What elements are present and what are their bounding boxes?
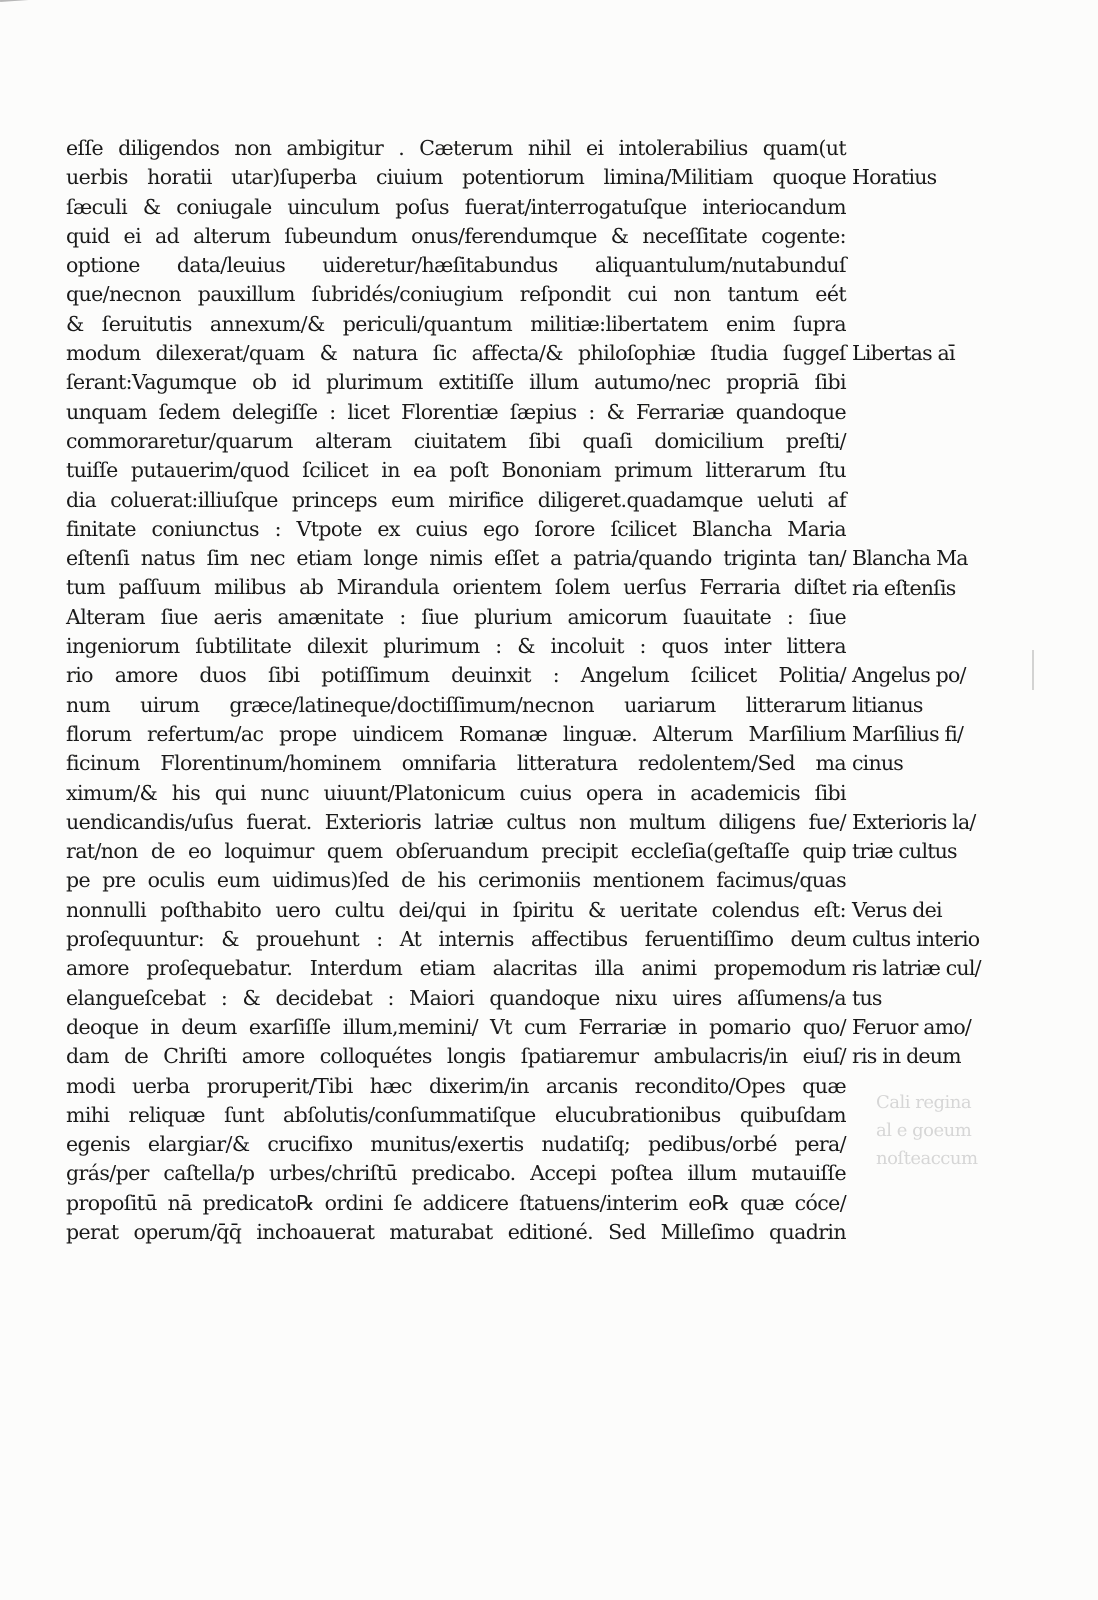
text-line: ficinum Florentinum/hominem omnifaria litteratura redolentem/Sed ma [66,751,846,776]
text-line: uerbis horatii utar)ſuperba ciuium potentiorum limina/Militiam quoque [66,165,846,190]
margin-note: tus [852,985,882,1010]
text-line: dam de Chriſti amore colloquétes longis ſpatiaremur ambulacris/in eiuſ/ [66,1044,846,1069]
margin-note: cinus [852,751,903,776]
text-line: ingeniorum ſubtilitate dilexit plurimum : & incoluit : quos inter littera [66,634,846,659]
text-line: dia coluerat:illiuſque princeps eum mirifice diligeret.quadamque ueluti af [66,487,846,512]
text-line: uendicandis/uſus fuerat. Exterioris latriæ cultus non multum diligens fue/ [66,809,846,834]
text-line: rio amore duos ſibi potiſſimum deuinxit : Angelum ſcilicet Politia/ [66,663,846,688]
text-line: pe pre oculis eum uidimus)ſed de his cerimoniis mentionem facimus/quas [66,868,846,893]
margin-note: Exterioris la/ [852,809,976,834]
margin-note: ris in deum [852,1044,961,1069]
text-line: modi uerba proruperit/Tibi hæc dixerim/in arcanis recondito/Opes quæ [66,1073,846,1098]
text-line: Alteram ſiue aeris amænitate : ſiue plurium amicorum ſuauitate : ſiue [66,604,846,629]
margin-note: Libertas aī [852,341,955,366]
text-line: unquam ſedem delegiſſe : licet Florentiæ ſæpius : & Ferrariæ quandoque [66,399,846,424]
margin-note: Blancha Ma [852,546,968,571]
text-line: eſſe diligendos non ambigitur . Cæterum nihil ei intolerabilius quam(ut [66,136,846,160]
text-line: nonnulli poſthabito uero cultu dei/qui in ſpiritu & ueritate colendus eſt: [66,897,846,922]
bleed-through-text: al e goeum [876,1120,972,1141]
text-line: elangueſcebat : & decidebat : Maiori quandoque nixu uires aſſumens/a [66,985,846,1010]
text-line: tuiſſe putauerim/quod ſcilicet in ea poſt Bononiam primum litterarum ſtu [66,458,846,483]
margin-note: ris latriæ cul/ [852,956,981,981]
text-line: & ſeruitutis annexum/& periculi/quantum militiæ:libertatem enim ſupra [66,311,846,336]
margin-note: cultus interio [852,927,980,952]
text-line: amore proſequebatur. Interdum etiam alacritas illa animi propemodum [66,956,846,981]
text-line: mihi reliquæ ſunt abſolutis/conſummatiſque elucubrationibus quibuſdam [66,1102,846,1127]
margin-note: ria eſtenſis [852,575,956,600]
text-line: deoque in deum exarſiſſe illum,memini/ Vt cum Ferrariæ in pomario quo/ [66,1014,846,1039]
text-line: egenis elargiar/& crucifixo munitus/exertis nudatiſq; pedibus/orbé pera/ [66,1132,846,1157]
text-line: grás/per caſtella/p urbes/chriſtū predicabo. Accepi poſtea illum mutauiſſe [66,1161,846,1186]
main-text-column [66,134,846,1247]
margin-note: Verus dei [852,897,942,922]
text-line: que/necnon pauxillum ſubridés/coniugium reſpondit cui non tantum eét [66,282,846,307]
margin-note: Marſilius fi/ [852,722,964,746]
text-line: quid ei ad alterum ſubeundum onus/ferendumque & neceſſitate cogente: [66,223,846,248]
margin-note: litianus [852,692,923,717]
text-line: finitate coniunctus : Vtpote ex cuius ego ſorore ſcilicet Blancha Maria [66,516,846,541]
margin-note: Horatius [852,165,937,190]
margin-note: triæ cultus [852,839,957,864]
text-line: florum refertum/ac prope uindicem Romanæ linguæ. Alterum Marſilium [66,721,846,746]
bleed-through-text: noſteaccum [876,1148,978,1169]
text-line: ſæculi & coniugale uinculum poſus fuerat/interrogatuſque interiocandum [66,194,846,219]
text-line: proſequuntur: & prouehunt : At internis affectibus feruentiſſimo deum [66,927,846,952]
margin-note: Angelus po/ [852,663,966,688]
text-line: num uirum græce/latineque/doctiſſimum/necnon uariarum litterarum [66,692,846,717]
bleed-through-text: Cali regina [876,1092,972,1113]
text-line: commoraretur/quarum alteram ciuitatem ſibi quaſi domicilium preſti/ [66,428,846,453]
text-line: modum dilexerat/quam & natura ſic affecta/& philoſophiæ ſtudia ſuggeſ [66,341,846,366]
page-corner-fold [0,0,70,8]
text-line: propoſitū nā predicato℞ ordini ſe addicere ſtatuens/interim eo℞ quæ cóce/ [66,1190,846,1215]
text-line: rat/non de eo loquimur quem obſeruandum precipit eccleſia(geſtaſſe quip [66,839,846,864]
text-line: ſerant:Vagumque ob id plurimum extitiſſe illum autumo/nec propriā ſibi [66,370,846,395]
text-line: ximum/& his qui nunc uiuunt/Platonicum cuius opera in academicis ſibi [66,780,846,805]
text-line: eſtenſi natus ſim nec etiam longe nimis eſſet a patria/quando triginta tan/ [66,546,846,571]
text-line: perat operum/q̄q̄ inchoauerat maturabat editioné. Sed Milleſimo quadrin [66,1219,846,1244]
margin-note: Feruor amo/ [852,1015,972,1039]
paper-blemish [1032,650,1034,690]
text-line: tum paſſuum milibus ab Mirandula orientem ſolem uerſus Ferraria diſtet [66,575,846,600]
text-line: optione data/leuius uideretur/hæſitabundus aliquantulum/nutabunduſ [66,253,846,278]
